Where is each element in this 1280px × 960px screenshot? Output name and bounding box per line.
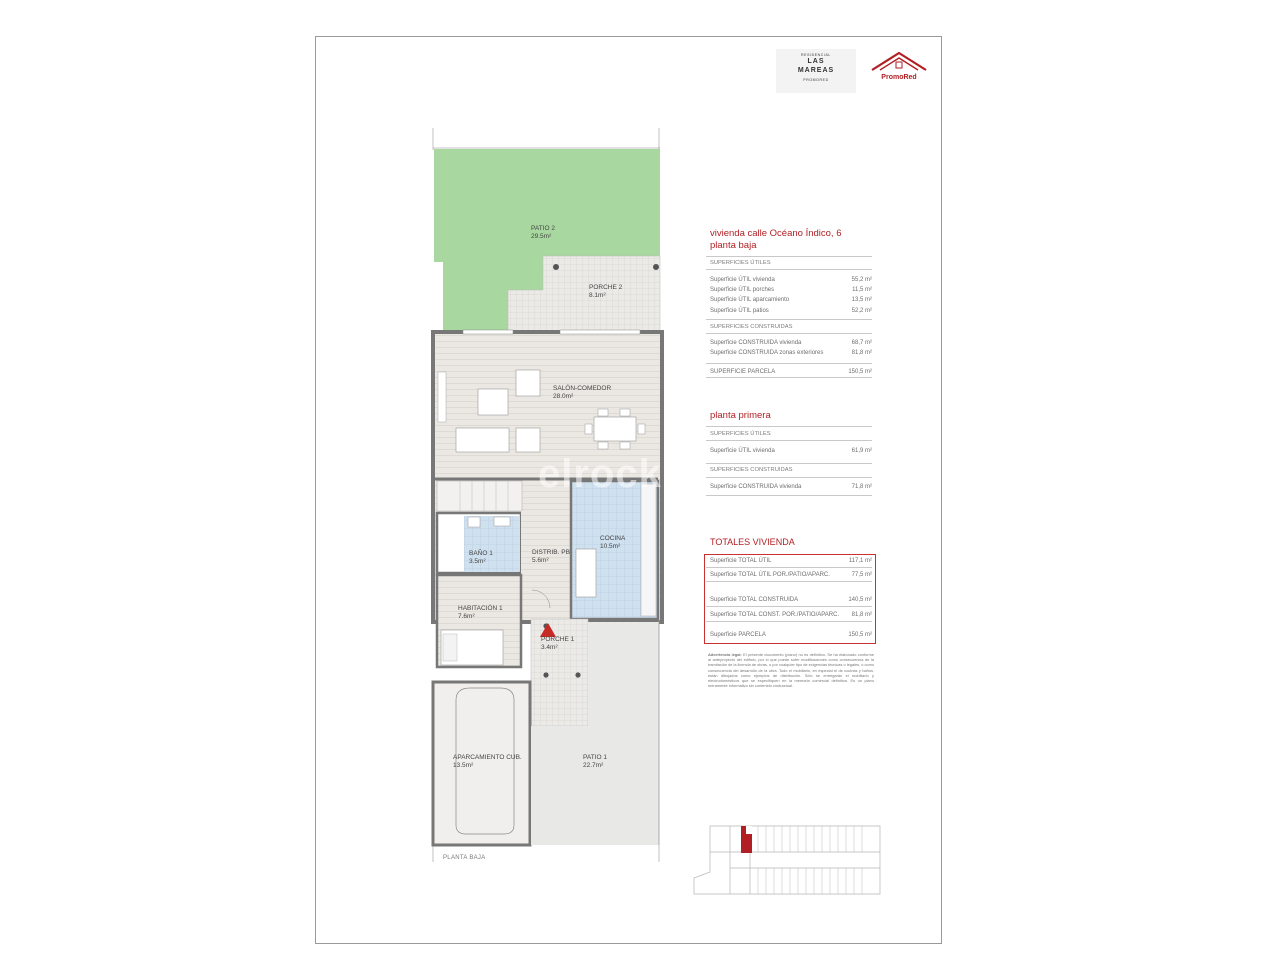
staircase — [437, 481, 522, 511]
patio-2-step — [433, 262, 443, 332]
column-icon — [543, 672, 548, 677]
toilet-icon — [468, 517, 480, 527]
room-label-porche2: PORCHE 2 8.1m² — [589, 284, 623, 299]
chair-icon — [620, 442, 630, 449]
armchair-icon — [516, 428, 540, 452]
info-title-2: planta baja — [710, 240, 757, 251]
ground-parcela-row: SUPERFICIE PARCELA 150,5 m² — [710, 369, 872, 375]
divider — [706, 567, 872, 568]
room-label-bano1: BAÑO 1 3.5m² — [469, 550, 493, 565]
promored-logo — [866, 50, 932, 84]
column-icon — [553, 264, 559, 270]
legal-notice: Advertencia legal: El presente documento (plano) no es definitivo. Se ha elaborado conforme al anteproyecto del edificio, por lo que puede sufrir modificaciones como consecuencia de la tramitación de la licencia de obras, o por cualquier tipo de exigencias técnicas o legales, o como consecuencia del desarrollo de la obra. Todo el mobiliario, en especial el de cocinas y baños, están dibujados como ejemplos de distribución. Sólo se entregarán el mobiliario y electrodomésticos que se especifiquen en la memoria comercial definitiva. Es un plano meramente informativo sin contenido contractual. — [708, 652, 874, 689]
total-row: Superficie TOTAL ÚTIL POR./PATIO/APARC. 77,5 m² — [710, 572, 872, 578]
coffee-table-icon — [478, 389, 508, 415]
parcel-lines — [758, 826, 862, 894]
patio-1-area — [531, 726, 659, 845]
window-icon — [463, 330, 513, 334]
promored-name: PromoRed — [881, 74, 917, 81]
total-row: Superficie TOTAL CONST. POR./PATIO/APARC. 81,8 m² — [710, 612, 872, 618]
ground-const-row: Superficie CONSTRUIDA zonas exteriores 81,8 m² — [710, 350, 872, 356]
sink-icon — [494, 517, 510, 526]
divider — [706, 440, 872, 441]
logo-line-2: LAS — [807, 58, 825, 65]
divider — [706, 621, 872, 622]
divider — [706, 269, 872, 270]
armchair-icon — [516, 370, 540, 396]
room-label-aparc: APARCAMIENTO CUB. 13.5m² — [453, 754, 522, 769]
room-label-patio2: PATIO 2 29.5m² — [531, 225, 555, 240]
room-label-cocina: COCINA 10.5m² — [600, 535, 626, 550]
divider — [706, 477, 872, 478]
ground-const-row: Superficie CONSTRUIDA vivienda 68,7 m² — [710, 340, 872, 346]
column-icon — [575, 672, 580, 677]
divider — [706, 333, 872, 334]
total-row: Superficie PARCELA 150,5 m² — [710, 632, 872, 638]
room-label-porche1: PORCHE 1 3.4m² — [541, 636, 575, 651]
chair-icon — [638, 424, 645, 434]
tv-unit-icon — [438, 372, 446, 422]
plan-floor-label: PLANTA BAJA — [443, 855, 486, 861]
first-construidas-label: SUPERFICIES CONSTRUIDAS — [710, 467, 793, 473]
logo-line-3: MAREAS — [797, 67, 835, 74]
ground-util-row: Superficie ÚTIL aparcamiento 13,5 m² — [710, 297, 872, 303]
room-label-patio1: PATIO 1 22.7m² — [583, 754, 607, 769]
divider — [706, 463, 872, 464]
divider — [706, 363, 872, 364]
ground-util-row: Superficie ÚTIL vivienda 55,2 m² — [710, 277, 872, 283]
ground-util-row: Superficie ÚTIL patios 52,2 m² — [710, 308, 872, 314]
room-label-hab1: HABITACIÓN 1 7.6m² — [458, 605, 503, 620]
patio-1-area-upper — [588, 622, 659, 726]
room-label-salon: SALÓN-COMEDOR 28.0m² — [553, 385, 612, 400]
divider — [706, 319, 872, 320]
divider — [706, 256, 872, 257]
divider — [706, 581, 872, 582]
chair-icon — [620, 409, 630, 416]
divider — [706, 606, 872, 607]
las-mareas-logo — [776, 49, 856, 93]
selected-parcel-notch — [746, 826, 752, 834]
divider — [706, 426, 872, 427]
logo-line-1: RESIDENCIAL — [801, 53, 831, 57]
pillow-icon — [443, 634, 457, 661]
first-floor-title: planta primera — [710, 410, 771, 421]
ground-utiles-label: SUPERFICIES ÚTILES — [710, 260, 771, 266]
first-const-row: Superficie CONSTRUIDA vivienda 71,8 m² — [710, 484, 872, 490]
room-label-distrib: DISTRIB. PB 5.6m² — [532, 549, 570, 564]
totals-title: TOTALES VIVIENDA — [710, 537, 795, 547]
kitchen-counter — [641, 484, 656, 616]
column-icon — [653, 264, 659, 270]
chair-icon — [585, 424, 592, 434]
total-row: Superficie TOTAL ÚTIL 117,1 m² — [710, 558, 872, 564]
first-util-row: Superficie ÚTIL vivienda 61,9 m² — [710, 448, 872, 454]
ground-util-row: Superficie ÚTIL porches 11,5 m² — [710, 287, 872, 293]
divider — [706, 377, 872, 378]
sofa-icon — [456, 428, 509, 452]
location-key-plan — [690, 822, 882, 898]
total-row: Superficie TOTAL CONSTRUIDA 140,5 m² — [710, 597, 872, 603]
window-icon — [560, 330, 640, 334]
logo-line-4: PROMORED — [803, 78, 829, 82]
ground-construidas-label: SUPERFICIES CONSTRUIDAS — [710, 324, 793, 330]
kitchen-table-icon — [576, 549, 596, 597]
dining-table-icon — [594, 417, 636, 441]
chair-icon — [598, 442, 608, 449]
watermark: elrock — [538, 452, 662, 496]
info-title-1: vivienda calle Océano Índico, 6 — [710, 228, 842, 239]
chair-icon — [598, 409, 608, 416]
first-utiles-label: SUPERFICIES ÚTILES — [710, 431, 771, 437]
divider — [706, 495, 872, 496]
house-roof-icon — [866, 50, 932, 74]
